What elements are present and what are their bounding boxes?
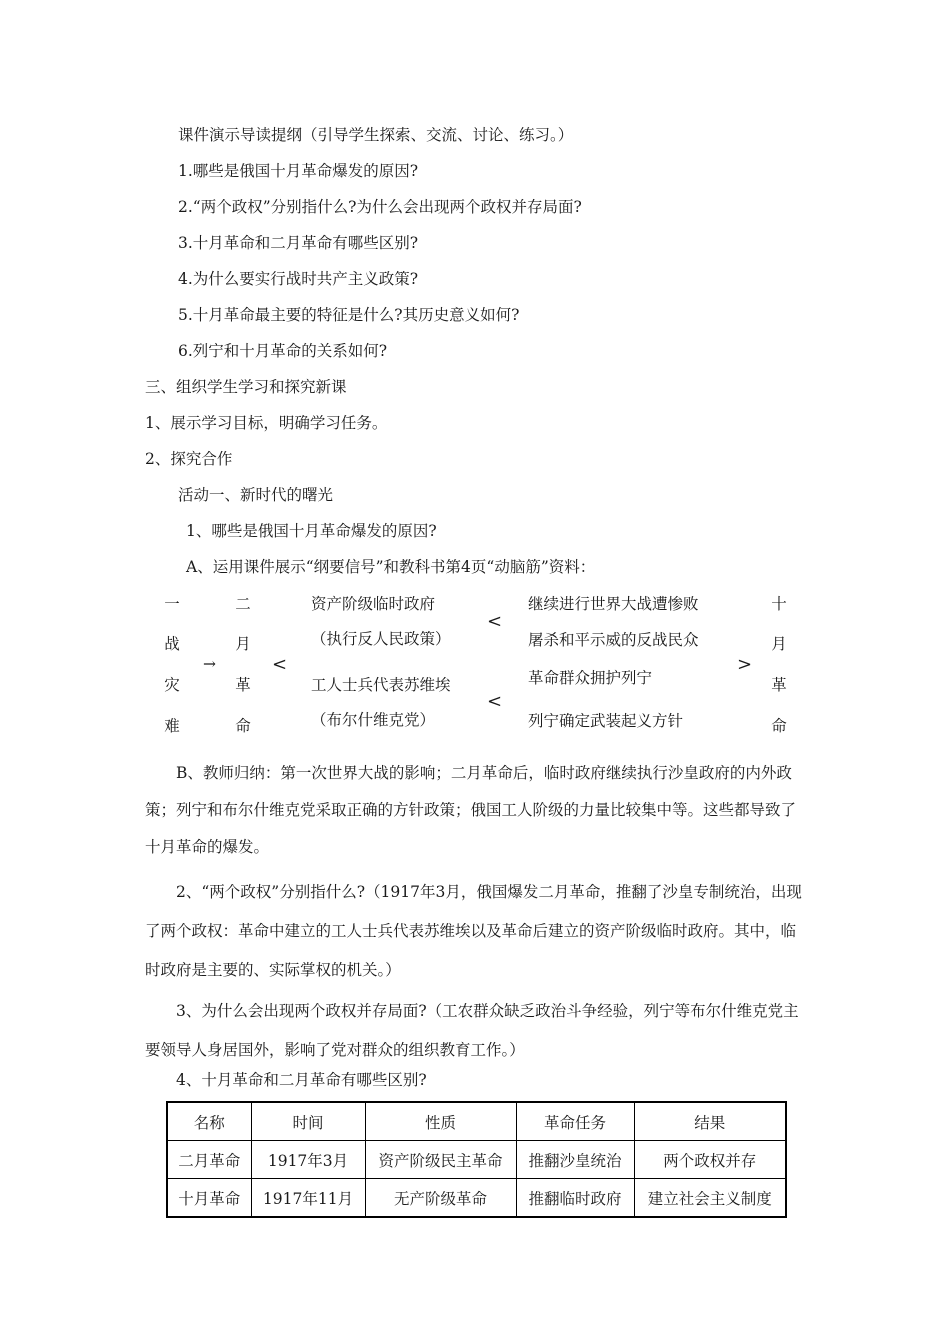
table-header-cell: 结果 [634,1102,786,1141]
table-cell: 推翻临时政府 [516,1179,634,1218]
outline-intro: 课件演示导读提纲（引导学生探索、交流、讨论、练习。） [178,126,574,144]
step-1: 1、展示学习目标，明确学习任务。 [145,414,388,432]
activity-question-1: 1、哪些是俄国十月革命爆发的原因? [186,522,437,540]
outline-question-3: 3.十月革命和二月革命有哪些区别? [178,234,419,252]
bracket-symbol: > [737,654,753,675]
table-cell: 十月革命 [167,1179,251,1218]
col2-char: 命 [235,717,251,735]
outline-question-5: 5.十月革命最主要的特征是什么?其历史意义如何? [178,306,520,324]
soviet-note: （布尔什维克党） [311,711,436,729]
table-header-row [167,1102,786,1141]
coexistence-paragraph: 3、为什么会出现两个政权并存局面?（工农群众缺乏政治斗争经验，列宁等布尔什维克党主要领导人身居国外，影响了党对群众的组织教育工作。） [145,1002,799,1059]
col-last-char: 命 [771,717,787,735]
outline-question-2: 2.“两个政权”分别指什么?为什么会出现两个政权并存局面? [178,198,582,216]
cause-item: 列宁确定武装起义方针 [528,712,684,730]
table-cell: 资产阶级民主革命 [365,1141,516,1179]
difference-question: 4、十月革命和二月革命有哪些区别? [176,1071,427,1089]
provisional-government-note: （执行反人民政策） [311,630,451,648]
col-last-char: 十 [771,595,787,613]
outline-question-4: 4.为什么要实行战时共产主义政策? [178,270,419,288]
activity-title: 活动一、新时代的曙光 [178,486,334,504]
bracket-symbol: < [487,611,503,632]
col-last-char: 革 [771,676,787,694]
part-a-text: A、运用课件展示“纲要信号”和教科书第4页“动脑筋”资料： [186,558,596,576]
col1-char: 灾 [164,676,180,694]
col1-char: 一 [164,595,180,613]
col1-char: 战 [164,635,180,653]
section-heading: 三、组织学生学习和探究新课 [145,378,347,396]
cause-item: 屠杀和平示威的反战民众 [528,631,699,649]
table-cell: 无产阶级革命 [365,1179,516,1218]
cause-item: 继续进行世界大战遭惨败 [528,595,699,613]
two-powers-paragraph: 2、“两个政权”分别指什么?（1917年3月，俄国爆发二月革命，推翻了沙皇专制统治，出现了两个政权：革命中建立的工人士兵代表苏维埃以及革命后建立的资产阶级临时政府。其中，临时政府是主要的、实际掌权的机关。） [145,883,802,979]
provisional-government: 资产阶级临时政府 [311,595,436,613]
table-cell: 二月革命 [167,1141,251,1179]
bracket-symbol: < [272,654,288,675]
outline-question-6: 6.列宁和十月革命的关系如何? [178,342,388,360]
col1-char: 难 [164,717,180,735]
comparison-table [166,1101,787,1218]
col2-char: 革 [235,676,251,694]
table-cell: 1917年3月 [251,1141,365,1179]
col-last-char: 月 [771,635,787,653]
cause-item: 革命群众拥护列宁 [528,669,653,687]
table-header-cell: 名称 [167,1102,251,1141]
table-row [167,1141,786,1179]
outline-question-1: 1.哪些是俄国十月革命爆发的原因? [178,162,419,180]
table-cell: 1917年11月 [251,1179,365,1218]
table-header-cell: 时间 [251,1102,365,1141]
table-cell: 两个政权并存 [634,1141,786,1179]
table-cell: 建立社会主义制度 [634,1179,786,1218]
soviet: 工人士兵代表苏维埃 [311,676,451,694]
step-2: 2、探究合作 [145,450,233,468]
table-row [167,1179,786,1218]
col2-char: 月 [235,635,251,653]
col2-char: 二 [235,595,251,613]
table-cell: 推翻沙皇统治 [516,1141,634,1179]
table-header-cell: 性质 [365,1102,516,1141]
part-b-paragraph: B、教师归纳：第一次世界大战的影响；二月革命后，临时政府继续执行沙皇政府的内外政策；列宁和布尔什维克党采取正确的方针政策；俄国工人阶级的力量比较集中等。这些都导致了十月革命的爆发。 [145,764,797,856]
bracket-symbol: < [487,691,503,712]
table-header-cell: 革命任务 [516,1102,634,1141]
arrow-right-icon: → [203,655,216,673]
